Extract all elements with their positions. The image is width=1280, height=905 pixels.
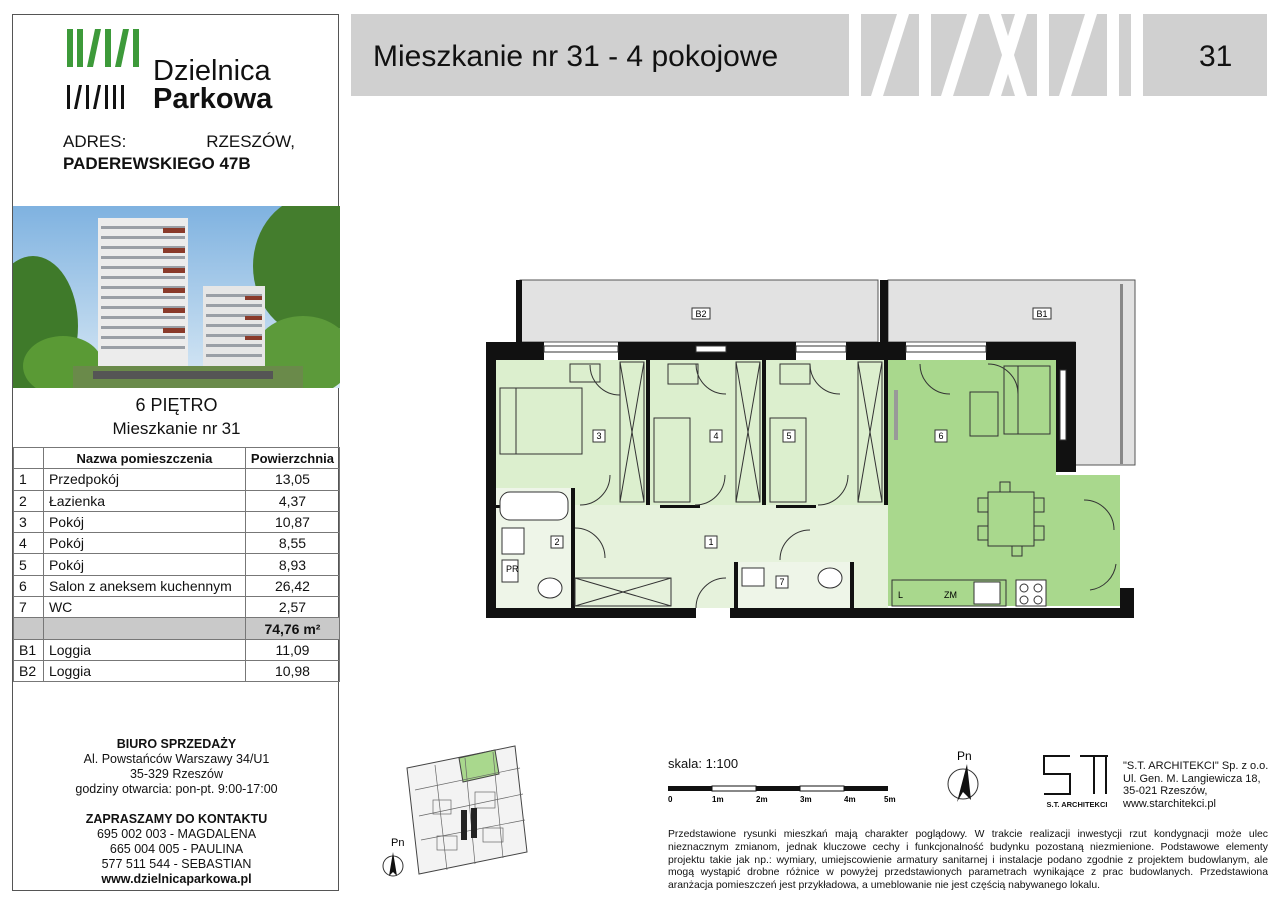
apartment-number-badge: 31 — [1199, 40, 1233, 73]
room-num: 2 — [14, 490, 44, 511]
architect-logo-caption: S.T. ARCHITEKCI — [1046, 800, 1108, 809]
apartment-subtitle-number: 31 — [221, 419, 241, 438]
building-photo-image — [13, 206, 340, 388]
room-name: Łazienka — [43, 490, 245, 511]
contact-block — [13, 812, 340, 887]
room-area: 8,55 — [245, 533, 339, 554]
room-num: 4 — [14, 533, 44, 554]
room-num: 6 — [14, 575, 44, 596]
room-name: Pokój — [43, 554, 245, 575]
room-area: 8,93 — [245, 554, 339, 575]
table-row — [14, 660, 340, 681]
room-area: 4,37 — [245, 490, 339, 511]
contact-phone: 695 002 003 - MAGDALENA — [96, 827, 257, 841]
architect-logo-icon — [1040, 752, 1114, 798]
table-row — [14, 554, 340, 575]
brand-logo — [65, 27, 305, 113]
plan-label-4: 4 — [713, 431, 719, 441]
contact-title: ZAPRASZAMY DO KONTAKTU — [85, 812, 268, 826]
apartment-subtitle — [13, 419, 340, 439]
page-title: Mieszkanie nr 31 - 4 pokojowe — [373, 40, 779, 73]
plan-label-zm: ZM — [944, 590, 957, 600]
scale-label: skala: 1:100 — [668, 756, 739, 771]
room-num: 3 — [14, 511, 44, 532]
brand-stripes-decoration — [849, 14, 1149, 96]
table-row — [14, 639, 340, 660]
apartment-subtitle-text: Mieszkanie nr — [112, 419, 218, 438]
sales-office-street: Al. Powstańców Warszawy 34/U1 — [83, 752, 270, 766]
table-header-num — [14, 448, 44, 469]
room-name: Salon z aneksem kuchennym — [43, 575, 245, 596]
balcony-num: B2 — [14, 660, 44, 681]
architect-line: Ul. Gen. M. Langiewicza 18, — [1123, 772, 1261, 785]
sales-office-title: BIURO SPRZEDAŻY — [116, 737, 237, 751]
contact-phone: 665 004 005 - PAULINA — [109, 842, 244, 856]
sales-office-city: 35-329 Rzeszów — [129, 767, 224, 781]
plan-label-6: 6 — [938, 431, 944, 441]
address-city: RZESZÓW, — [206, 132, 295, 151]
architect-info — [1123, 760, 1268, 810]
total-empty-name — [43, 618, 245, 639]
plan-label-b1: B1 — [1036, 309, 1048, 319]
scale-tick-2: 2m — [756, 795, 768, 804]
room-name: WC — [43, 597, 245, 618]
sales-office-block — [13, 737, 340, 797]
room-name: Pokój — [43, 511, 245, 532]
architect-line: 35-021 Rzeszów, — [1123, 785, 1208, 797]
plan-label-5: 5 — [786, 431, 792, 441]
brand-name-line2: Parkowa — [153, 83, 273, 115]
plan-label-b2: B2 — [695, 309, 707, 319]
address-block — [63, 131, 295, 175]
address-street: PADEREWSKIEGO 47B — [63, 154, 251, 173]
scale-tick-0: 0 — [668, 795, 673, 804]
balcony-name: Loggia — [43, 639, 245, 660]
scale-bar-graphic — [668, 776, 908, 806]
scale-tick-5: 5m — [884, 795, 896, 804]
total-empty-num — [14, 618, 44, 639]
plan-label-l: L — [898, 590, 904, 600]
north-arrow-icon — [935, 748, 985, 804]
table-row — [14, 533, 340, 554]
room-num: 5 — [14, 554, 44, 575]
address-label: ADRES: — [63, 132, 127, 151]
key-plan-north-label: Pn — [391, 837, 405, 849]
table-row — [14, 511, 340, 532]
scale-tick-3: 3m — [800, 795, 812, 804]
balcony-name: Loggia — [43, 660, 245, 681]
table-row — [14, 575, 340, 596]
key-plan — [375, 740, 535, 890]
table-header-area: Powierzchnia — [245, 448, 339, 469]
architect-website-link[interactable]: www.starchitekci.pl — [1123, 797, 1216, 810]
plan-label-pr: PR — [506, 564, 519, 574]
brand-name-line1: Dzielnica — [153, 55, 271, 87]
room-area: 2,57 — [245, 597, 339, 618]
info-sidebar — [12, 14, 339, 891]
room-num: 1 — [14, 469, 44, 490]
plan-label-3: 3 — [596, 431, 602, 441]
plan-label-7: 7 — [779, 577, 785, 587]
table-header-row — [14, 448, 340, 469]
architect-line: "S.T. ARCHITEKCI" Sp. z o.o. — [1123, 760, 1269, 772]
scale-bar — [668, 756, 908, 806]
table-header-name: Nazwa pomieszczenia — [43, 448, 245, 469]
balcony-area: 10,98 — [245, 660, 339, 681]
table-row — [14, 597, 340, 618]
room-area: 26,42 — [245, 575, 339, 596]
north-arrow-label: Pn — [957, 749, 972, 763]
room-area: 10,87 — [245, 511, 339, 532]
balcony-num: B1 — [14, 639, 44, 660]
contact-phone: 577 511 544 - SEBASTIAN — [101, 857, 252, 871]
table-total-row — [14, 618, 340, 639]
total-area: 74,76 m² — [245, 618, 339, 639]
room-area: 13,05 — [245, 469, 339, 490]
room-num: 7 — [14, 597, 44, 618]
brand-logo-icon — [65, 27, 151, 113]
building-photo — [13, 206, 340, 388]
table-row — [14, 490, 340, 511]
floor-plan — [480, 270, 1140, 630]
plan-label-2: 2 — [554, 537, 560, 547]
header-bar — [351, 14, 1267, 96]
disclaimer-text: Przedstawione rysunki mieszkań mają charakter poglądowy. W trakcie realizacji inwestycji rzut kondygnacji może ulec nieznacznym zmianom, jednak kluczowe cechy i funkcjonalność budynku pozostaną niezmienione. Podstawowe elementy projektu takie jak np.: wymiary, umiejscowienie armatury sanitarnej i instalacje podano zgodnie z projektem budowlanym, ale mogą wystąpić drobne różnice w powyżej przedstawionych parametrach wynikające z prac budowlanych. Przedstawiona aranżacja pomieszczeń jest przykładowa, a umeblowanie nie jest częścią nabywanego lokalu. — [668, 829, 1268, 892]
scale-tick-1: 1m — [712, 795, 724, 804]
table-row — [14, 469, 340, 490]
sales-office-hours: godziny otwarcia: pon-pt. 9:00-17:00 — [75, 782, 278, 796]
architect-logo — [1040, 752, 1114, 810]
room-name: Pokój — [43, 533, 245, 554]
scale-tick-4: 4m — [844, 795, 856, 804]
contact-website-link[interactable]: www.dzielnicaparkowa.pl — [101, 872, 252, 886]
room-area-table — [13, 447, 340, 682]
balcony-area: 11,09 — [245, 639, 339, 660]
room-name: Przedpokój — [43, 469, 245, 490]
plan-label-1: 1 — [708, 537, 714, 547]
floor-title: 6 PIĘTRO — [135, 395, 218, 415]
